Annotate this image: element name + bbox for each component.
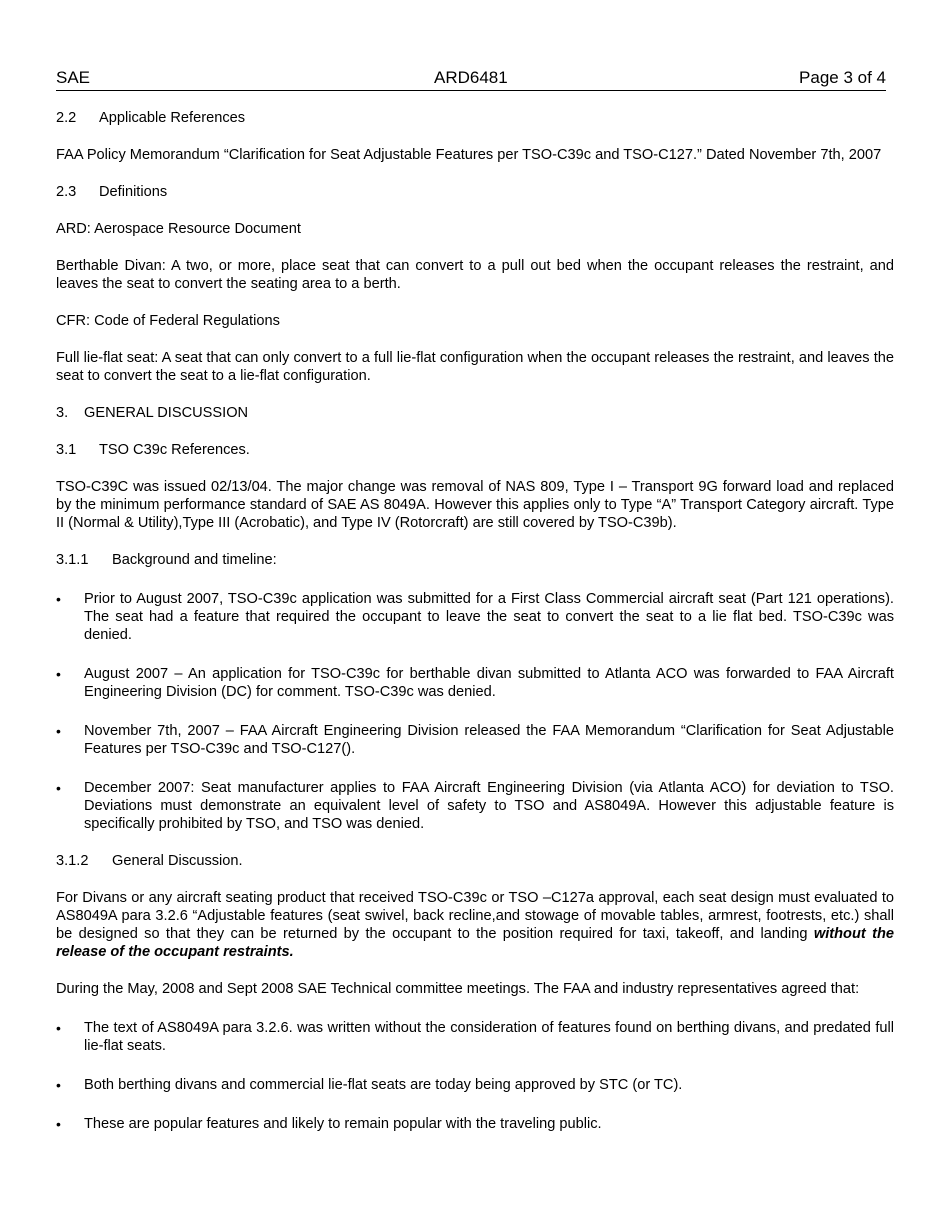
bullet-icon: •: [56, 1020, 61, 1036]
list-item: [56, 1019, 894, 1055]
list-item-text: The text of AS8049A para 3.2.6. was written without the consideration of features found on berthing divans, and predated full lie-flat seats.: [84, 1020, 894, 1054]
section-heading-3-1-2: [56, 852, 894, 870]
reference-paragraph: FAA Policy Memorandum “Clarification for Seat Adjustable Features per TSO-C39c and TSO-C127.” Dated November 7th, 2007: [56, 147, 882, 163]
list-item-text: August 2007 – An application for TSO-C39c for berthable divan submitted to Atlanta ACO was forwarded to FAA Aircraft Engineering Division (DC) for comment. TSO-C39c was denied.: [84, 666, 894, 700]
definition-berthable-divan: Berthable Divan: A two, or more, place seat that can convert to a pull out bed when the occupant releases the restraint, and leaves the seat to convert the seating area to a berth.: [56, 258, 894, 292]
section-heading-3-1: [56, 441, 894, 459]
section-title: Definitions: [99, 184, 168, 200]
list-item-text: November 7th, 2007 – FAA Aircraft Engineering Division released the FAA Memorandum “Clarification for Seat Adjustable Features per TSO-C39c and TSO-C127().: [84, 723, 894, 757]
section-heading-3-1-1: [56, 551, 894, 569]
section-number: 3.: [56, 405, 69, 421]
section-title: Applicable References: [99, 110, 246, 126]
list-item: [56, 1076, 894, 1094]
divans-paragraph-emphasis: without the release of the occupant restraints.: [56, 926, 894, 960]
header-doc-number: ARD6481: [434, 68, 508, 87]
definition-ard: ARD: Aerospace Resource Document: [56, 221, 301, 237]
header-page-number: Page 3 of 4: [799, 68, 886, 87]
list-item-text: These are popular features and likely to remain popular with the traveling public.: [84, 1116, 602, 1132]
section-number: 3.1: [56, 442, 77, 458]
list-item: [56, 590, 894, 644]
divans-paragraph-text: For Divans or any aircraft seating product that received TSO-C39c or TSO –C127a approval, each seat design must evaluated to AS8049A para 3.2.6 “Adjustable features (seat swivel, back recline,and stowage of movable tables, armrest, footrests, etc.) shall be designed so that they can be returned by the occupant to the position required for taxi, takeoff, and landing: [56, 890, 894, 942]
section-heading-3: [56, 404, 894, 422]
list-item-text: December 2007: Seat manufacturer applies to FAA Aircraft Engineering Division (via Atlanta ACO) for deviation to TSO. Deviations must demonstrate an equivalent level of safety to TSO and AS8049A. However this adjustable feature is specifically prohibited by TSO, and TSO was denied.: [84, 780, 894, 832]
section-number: 3.1.1: [56, 552, 89, 568]
timeline-list: [56, 590, 894, 833]
bullet-icon: •: [56, 666, 61, 682]
list-item: [56, 779, 894, 833]
definition-cfr: CFR: Code of Federal Regulations: [56, 313, 280, 329]
list-item: [56, 665, 894, 701]
header-org: SAE: [56, 68, 91, 87]
section-title: GENERAL DISCUSSION: [84, 405, 249, 421]
section-number: 2.2: [56, 110, 77, 126]
bullet-icon: •: [56, 723, 61, 739]
meetings-paragraph: During the May, 2008 and Sept 2008 SAE Technical committee meetings. The FAA and industry representatives agreed that:: [56, 981, 860, 997]
bullet-icon: •: [56, 780, 61, 796]
bullet-icon: •: [56, 591, 61, 607]
section-title: Background and timeline:: [112, 552, 277, 568]
section-heading-2-2: [56, 109, 894, 127]
bullet-icon: •: [56, 1116, 61, 1132]
list-item-text: Prior to August 2007, TSO-C39c application was submitted for a First Class Commercial aircraft seat (Part 121 operations). The seat had a feature that required the occupant to leave the seat to convert the seat to a lie flat bed. TSO-C39c was denied.: [84, 591, 894, 643]
bullet-icon: •: [56, 1077, 61, 1093]
list-item: [56, 1115, 894, 1133]
list-item: [56, 722, 894, 758]
list-item-text: Both berthing divans and commercial lie-flat seats are today being approved by STC (or TC).: [84, 1077, 683, 1093]
tso-paragraph: TSO-C39C was issued 02/13/04. The major change was removal of NAS 809, Type I – Transport 9G forward load and replaced by the minimum performance standard of SAE AS 8049A. However this applies only to Type “A” Transport Category aircraft. Type II (Normal & Utility),Type III (Acrobatic), and Type IV (Rotorcraft) are still covered by TSO-C39b).: [56, 479, 894, 531]
definition-lie-flat-seat: Full lie-flat seat: A seat that can only convert to a full lie-flat configuration when the occupant releases the restraint, and leaves the seat to convert the seat to a lie-flat configuration.: [56, 350, 894, 384]
agreement-list: [56, 1019, 894, 1133]
section-heading-2-3: [56, 183, 894, 201]
section-number: 3.1.2: [56, 853, 89, 869]
section-number: 2.3: [56, 184, 77, 200]
section-title: TSO C39c References.: [99, 442, 250, 458]
page-header: [56, 68, 886, 91]
section-title: General Discussion.: [112, 853, 243, 869]
divans-paragraph: [56, 889, 894, 961]
document-body: [56, 109, 894, 1133]
